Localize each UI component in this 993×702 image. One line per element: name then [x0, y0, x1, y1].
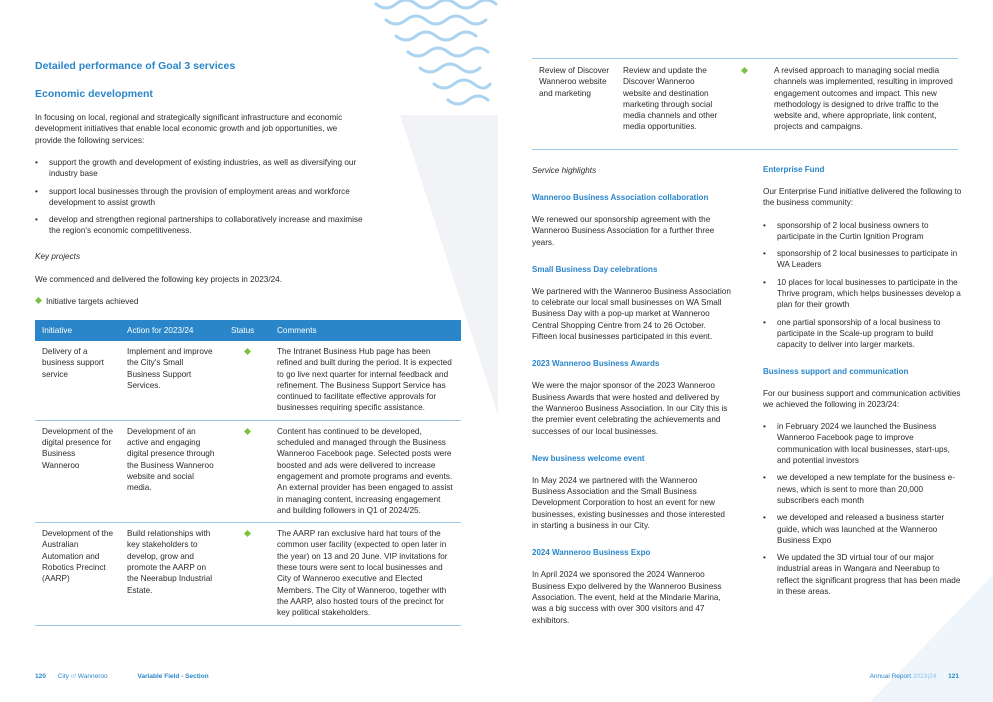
- intro-paragraph: In focusing on local, regional and strategically significant infrastructure and economic development initiatives that enable local economic growth and job opportunities, we provide the following services:: [35, 113, 343, 145]
- highlight-body: We were the major sponsor of the 2023 Wanneroo Business Awards that were hosted and delivered by the Wanneroo Business Association. In our City this is the premier event celebrating the achievements and successes of our local businesses.: [532, 381, 728, 436]
- report-year: 2023|24: [912, 673, 937, 680]
- economic-development-heading: Economic development: [35, 88, 153, 100]
- cell-action: Development of an active and engaging digital presence through the Business Wanneroo website and social media.: [120, 420, 224, 522]
- status-achieved-icon: [741, 67, 748, 74]
- key-projects-label: Key projects: [35, 252, 81, 261]
- cell-initiative: Development of the Australian Automation and Robotics Precinct (AARP): [35, 523, 120, 625]
- list-item: • sponsorship of 2 local businesses to participate in WA Leaders: [763, 248, 963, 271]
- cell-comments: The AARP ran exclusive hard hat tours of the common user facility (expected to open later in the year) on 13 and 20 June. VIP invitations for these tours were sent to local businesses and City of Wanneroo executive and Elected Members. The City of Wanneroo, together with the AARP, also hosted tours of the precinct for key political stakeholders.: [270, 523, 461, 625]
- cell-status: [224, 341, 270, 420]
- cell-initiative: Development of the digital presence for Business Wanneroo: [35, 420, 120, 522]
- table-header-row: [35, 320, 461, 341]
- table-row: [35, 420, 461, 522]
- list-item: • we developed a new template for the business e-news, which is sent to more than 20,000 subscribers each month: [763, 472, 963, 506]
- highlight-title: 2024 Wanneroo Business Expo: [532, 548, 651, 558]
- status-achieved-icon: [243, 530, 250, 537]
- table-row: [35, 341, 461, 420]
- business-support-heading: Business support and communication: [763, 366, 909, 376]
- key-projects-intro: We commenced and delivered the following key projects in 2023/24.: [35, 275, 282, 284]
- highlight-title: 2023 Wanneroo Business Awards: [532, 359, 660, 369]
- highlight-title: Small Business Day celebrations: [532, 264, 658, 274]
- cell-action: Build relationships with key stakeholders to develop, grow and promote the AARP on the Neerabup Industrial Estate.: [120, 523, 224, 625]
- business-support-intro: For our business support and communication activities we achieved the following in 2023/24:: [763, 388, 961, 409]
- highlight-body: In April 2024 we sponsored the 2024 Wanneroo Business Expo delivered by the Wanneroo Business Association. The event, held at the Mindarie Marina, was a big success with over 300 visitors and 47 exhibitors.: [532, 570, 722, 625]
- table-row: [35, 523, 461, 625]
- list-item: • 10 places for local businesses to participate in the Thrive program, which helps businesses develop a plan for their growth: [763, 277, 963, 311]
- list-item: • one partial sponsorship of a local business to participate in the Scale-up program to build capacity to deliver into larger markets.: [763, 317, 963, 351]
- business-support-list: [763, 421, 963, 597]
- page-number-left: 120: [35, 673, 46, 680]
- cell-comments: A revised approach to managing social media channels was implemented, resulting in improved engagement outcomes and impact. This new methodology is designed to drive traffic to the website and, where appropriate, link content, projects and campaigns.: [774, 66, 953, 132]
- highlight-body: We partnered with the Wanneroo Business Association to celebrate our local small businesses on WA Small Business Day with a pop-up market at Wanneroo Central Shopping Centre from 24 to 26 October. Fifteen local businesses participated in this event.: [532, 286, 731, 342]
- service-item: • support local businesses through the provision of employment areas and workforce development to assist growth: [35, 186, 365, 209]
- services-list: [35, 157, 365, 243]
- cell-comments: Content has continued to be developed, scheduled and managed through the Business Wanneroo Facebook page. Selected posts were boosted and ads were delivered to increase engagement and promote programs and events. An external provider has been engaged to assist in managing content, increasing engagement and building followers in Q1 of 2024/25.: [270, 420, 461, 522]
- enterprise-list: [763, 220, 963, 351]
- section-label: Variable Field - Section: [137, 673, 209, 680]
- report-label: Annual Report: [869, 673, 912, 680]
- cell-status: [224, 523, 270, 625]
- list-item: • we developed and released a business starter guide, which was launched at the Wanneroo Business Expo: [763, 512, 963, 546]
- legend: [36, 296, 138, 307]
- service-item: • support the growth and development of existing industries, as well as diversifying our industry base: [35, 157, 365, 180]
- key-projects-table: [35, 320, 461, 626]
- col-header-status: Status: [224, 320, 270, 341]
- highlight-title: New business welcome event: [532, 453, 645, 463]
- list-item: • in February 2024 we launched the Business Wanneroo Facebook page to improve communication with local businesses, start-ups, and potential investors: [763, 421, 963, 466]
- highlight-title: Wanneroo Business Association collaboration: [532, 193, 709, 202]
- cell-initiative: Review of Discover Wanneroo website and marketing: [539, 66, 610, 98]
- org-name: City of Wanneroo: [57, 673, 108, 680]
- page-number-right: 121: [948, 673, 959, 680]
- list-item: • We updated the 3D virtual tour of our major industrial areas in Wangara and Neerabup to reflect the significant progress that has been made in these areas.: [763, 552, 963, 597]
- service-item: • develop and strengthen regional partnerships to collaboratively increase and maximise the region's economic competitiveness.: [35, 214, 365, 237]
- status-achieved-icon: [35, 297, 42, 304]
- cell-initiative: Delivery of a business support service: [35, 341, 120, 420]
- col-header-comments: Comments: [270, 320, 461, 341]
- section-title: Detailed performance of Goal 3 services: [35, 60, 236, 72]
- enterprise-column: [763, 165, 963, 603]
- enterprise-intro: Our Enterprise Fund initiative delivered the following to the business community:: [763, 187, 962, 208]
- cell-comments: The Intranet Business Hub page has been refined and built during the period. It is expected to go live next quarter for internal feedback and refinement. The Business Support Service has continued to facilitate effective approvals for businesses requiring specific assistance.: [270, 341, 461, 420]
- status-achieved-icon: [243, 348, 250, 355]
- highlight-body: In May 2024 we partnered with the Wanneroo Business Association and the Small Business Development Corporation to host an event for new businesses, existing businesses and those interested in starting a business in our City.: [532, 475, 725, 531]
- enterprise-fund-heading: Enterprise Fund: [763, 165, 825, 174]
- highlights-column: [532, 193, 732, 626]
- cell-status: [224, 420, 270, 522]
- status-achieved-icon: [243, 428, 250, 435]
- right-footer: [870, 673, 959, 680]
- col-header-initiative: Initiative: [35, 320, 120, 341]
- cell-action: Implement and improve the City's Small Business Support Services.: [120, 341, 224, 420]
- list-item: • sponsorship of 2 local business owners to participate in the Curtin Ignition Program: [763, 220, 963, 243]
- legend-label: Initiative targets achieved: [46, 297, 139, 306]
- wave-pattern-decoration: [368, 0, 498, 115]
- continued-table-row: [532, 58, 958, 150]
- highlight-body: We renewed our sponsorship agreement with the Wanneroo Business Association for a further three years.: [532, 215, 715, 247]
- service-highlights-label: Service highlights: [532, 166, 597, 175]
- cell-action: Review and update the Discover Wanneroo website and destination marketing through social media channels and other media opportunities.: [623, 66, 718, 132]
- left-footer: [35, 673, 209, 680]
- col-header-action: Action for 2023/24: [120, 320, 224, 341]
